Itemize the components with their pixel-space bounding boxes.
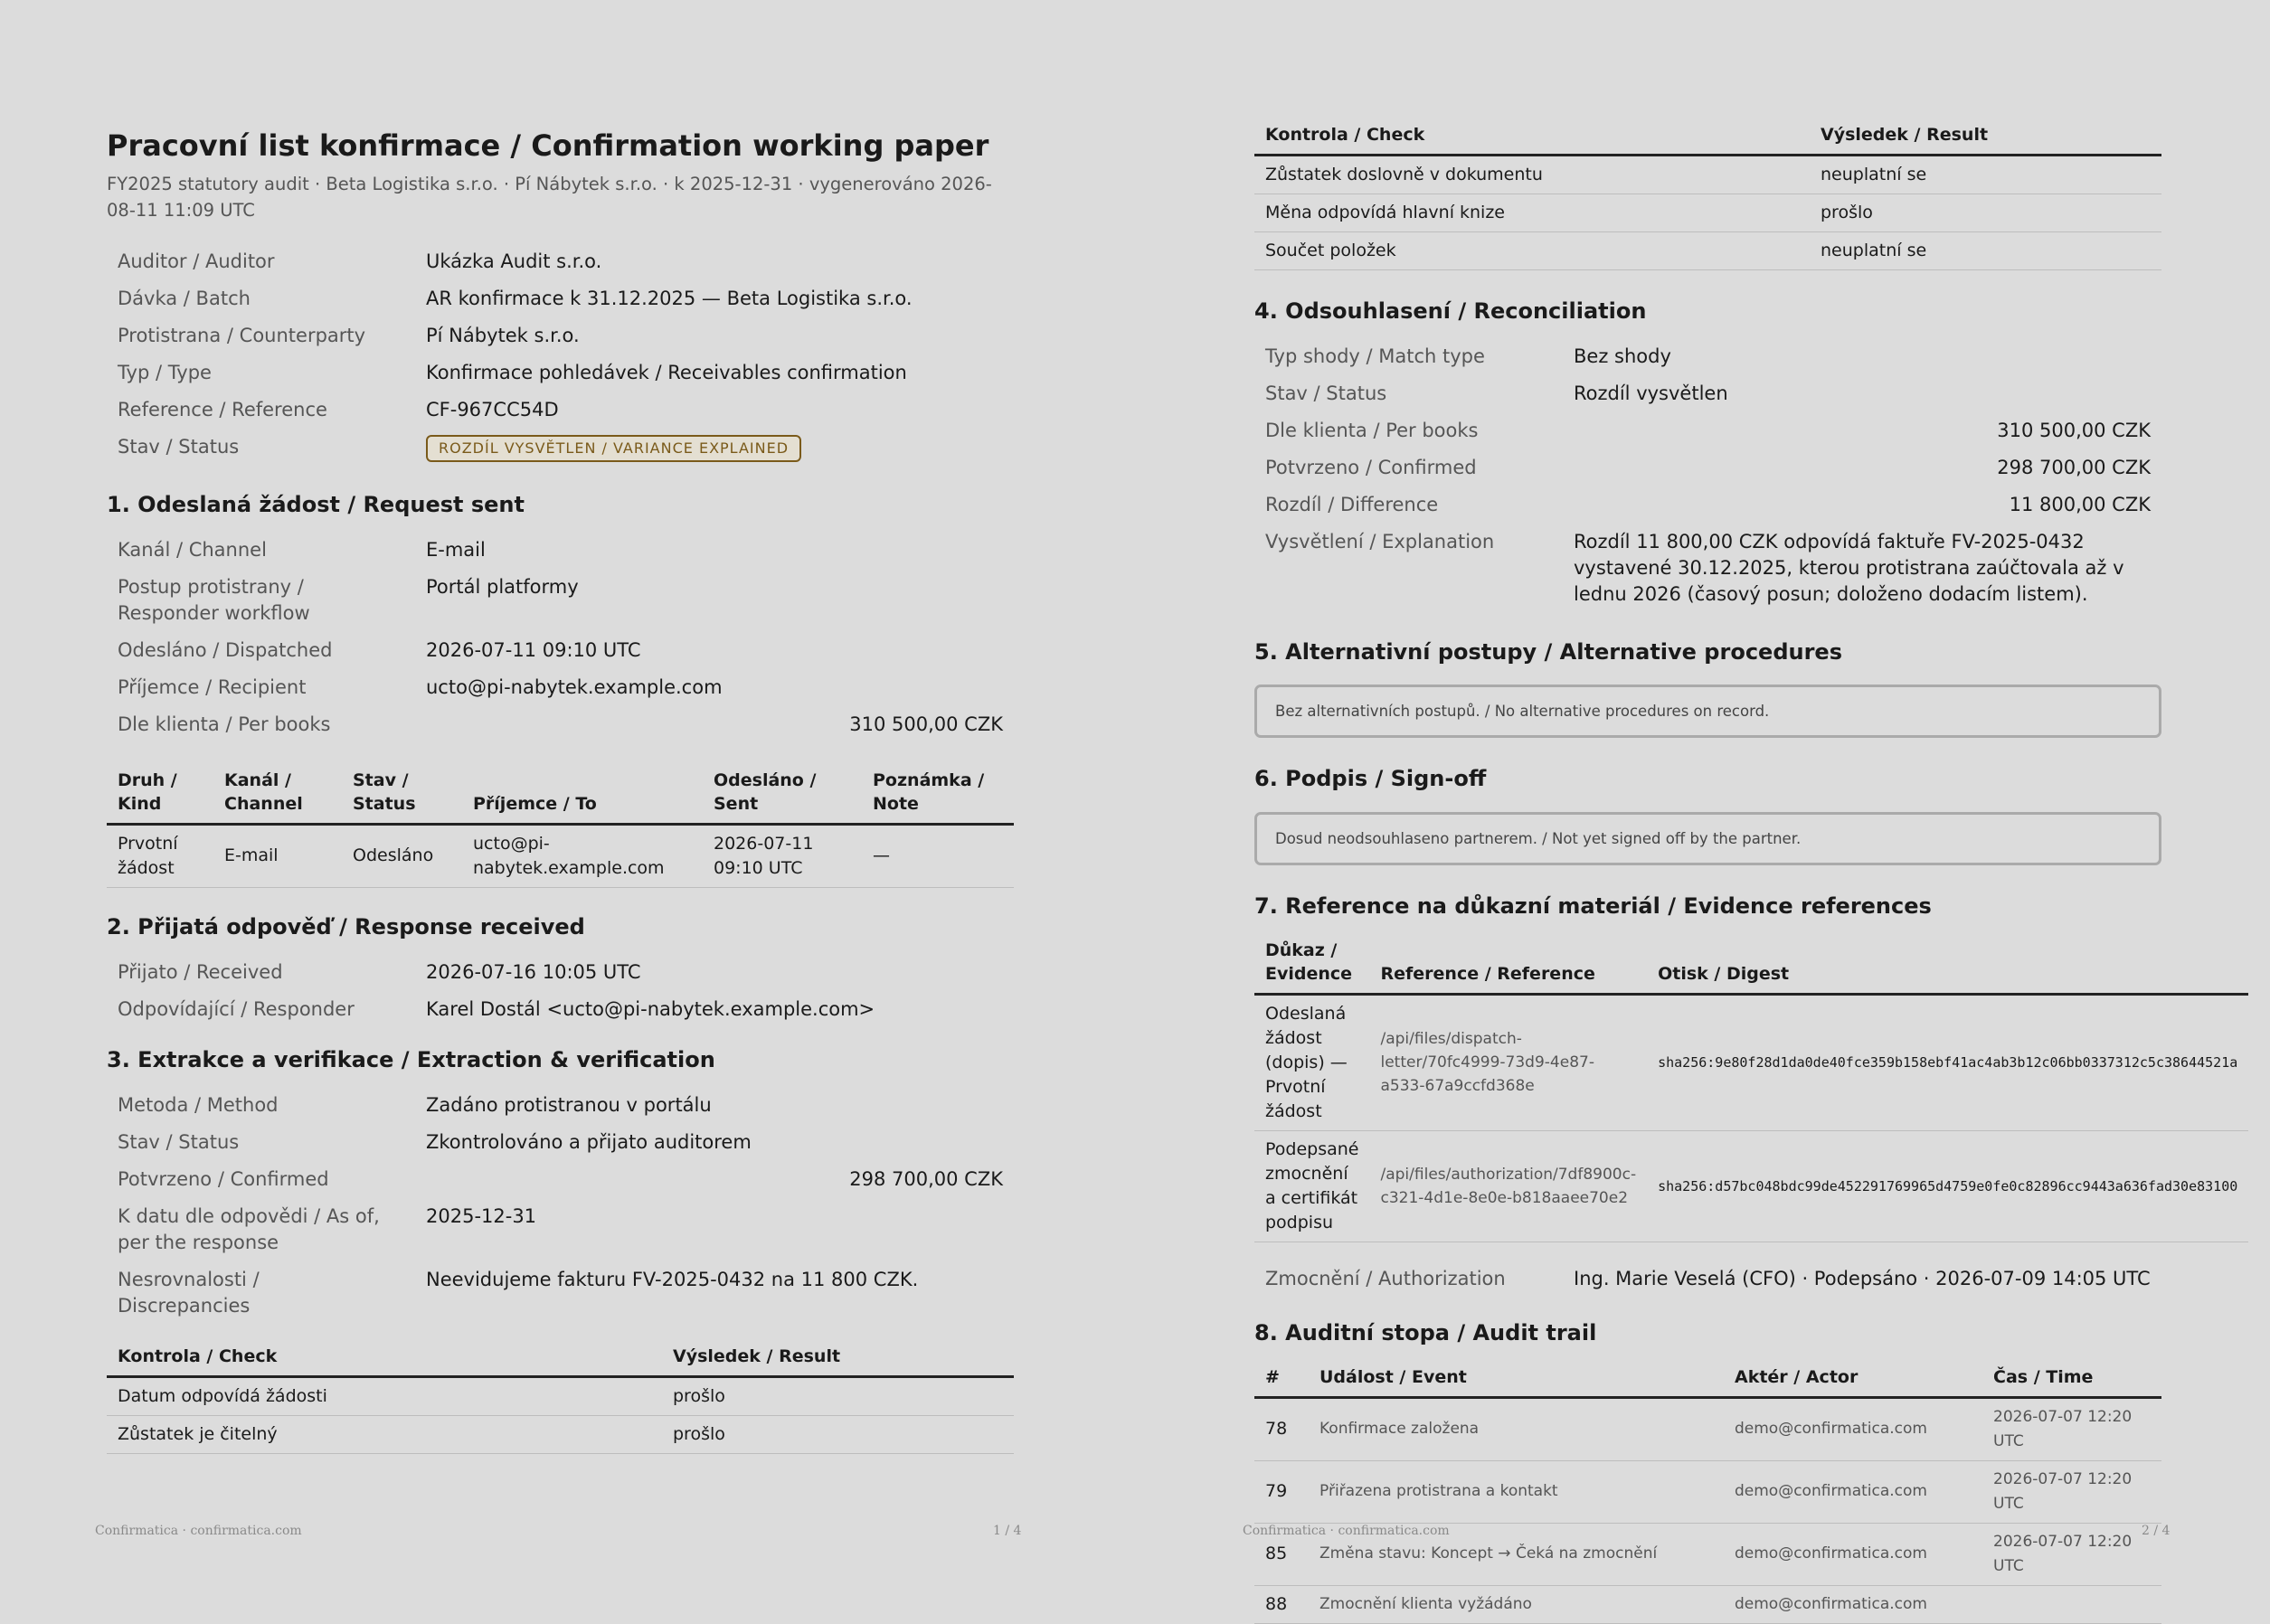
page-number: 1 / 4	[993, 1524, 1022, 1538]
field-row	[1254, 338, 2161, 375]
field-value: Rozdíl vysvětlen	[1574, 382, 1728, 405]
table-row	[1254, 232, 2161, 270]
table-cell: /api/files/authorization/7df8900c-c321-4d1e-8e0e-b818aaee70e2	[1370, 1130, 1648, 1242]
field-value: Pí Nábytek s.r.o.	[426, 324, 580, 346]
header-fields	[107, 243, 1014, 467]
field-label: Zmocnění / Authorization	[1265, 1267, 1506, 1289]
authorization-row	[1254, 1260, 2161, 1298]
extraction-fields	[107, 1087, 1014, 1325]
field-label: Dávka / Batch	[118, 287, 251, 309]
status-badge: ROZDÍL VYSVĚTLEN / VARIANCE EXPLAINED	[426, 435, 801, 462]
field-label: Rozdíl / Difference	[1265, 494, 1439, 516]
field-value: 11 800,00 CZK	[2009, 494, 2151, 516]
table-cell: Součet položek	[1254, 232, 1810, 270]
check-table-continued	[1254, 114, 2161, 270]
field-value: 2026-07-11 09:10 UTC	[426, 638, 641, 661]
footer-left: Confirmatica · confirmatica.com	[95, 1524, 302, 1538]
section-heading: 1. Odeslaná žádost / Request sent	[107, 491, 525, 517]
field-row	[1254, 375, 2161, 412]
field-label: Kanál / Channel	[118, 538, 267, 561]
column-header: Kontrola / Check	[1254, 114, 1810, 156]
amount-row	[107, 706, 1014, 743]
table-header	[1254, 930, 2248, 995]
field-label: Stav / Status	[118, 435, 240, 458]
page-title: Pracovní list konfirmace / Confirmation working paper	[107, 128, 989, 163]
table-cell: demo@confirmatica.com	[1724, 1523, 1982, 1585]
authorization-value: Ing. Marie Veselá (CFO) · Podepsáno · 2026-07-09 14:05 UTC	[1574, 1267, 2151, 1289]
table-cell: 79	[1254, 1460, 1309, 1523]
table-header	[1254, 1356, 2161, 1398]
table-cell: Konfirmace založena	[1309, 1397, 1724, 1460]
table-row	[107, 824, 1014, 887]
table-row	[1254, 1585, 2161, 1623]
column-header: Událost / Event	[1309, 1356, 1724, 1398]
table-cell: neuplatní se	[1810, 156, 2161, 194]
table-cell: 2026-07-07 12:20 UTC	[1982, 1397, 2161, 1460]
table-cell: neuplatní se	[1810, 232, 2161, 270]
field-row	[107, 392, 1014, 429]
response-fields	[107, 954, 1014, 1028]
table-cell: Datum odpovídá žádosti	[107, 1377, 662, 1416]
field-label: Typ / Type	[118, 361, 212, 383]
explanation-row	[1254, 524, 2161, 613]
field-label: Protistrana / Counterparty	[118, 324, 366, 346]
field-value: 2025-12-31	[426, 1205, 537, 1228]
column-header: Výsledek / Result	[662, 1336, 1014, 1377]
table-cell: 85	[1254, 1523, 1309, 1585]
column-header: Reference / Reference	[1370, 930, 1648, 995]
field-label: Metoda / Method	[118, 1094, 279, 1117]
field-row	[107, 1087, 1014, 1124]
audit-trail-table	[1254, 1356, 2161, 1624]
field-label: Postup protistrany / Responder workflow	[118, 575, 310, 624]
table-cell: Prvotní žádost	[107, 824, 213, 887]
field-value: 298 700,00 CZK	[1997, 457, 2151, 479]
table-header	[1254, 114, 2161, 156]
column-header: Stav / Status	[342, 760, 462, 825]
table-row	[1254, 1460, 2161, 1523]
section-heading: 2. Přijatá odpověď / Response received	[107, 913, 585, 939]
field-value: Zadáno protistranou v portálu	[426, 1094, 712, 1117]
field-value: Neevidujeme fakturu FV-2025-0432 na 11 800 CZK.	[426, 1269, 919, 1291]
table-cell: prošlo	[1810, 194, 2161, 232]
table-cell: demo@confirmatica.com	[1724, 1397, 1982, 1460]
field-row	[107, 991, 1014, 1028]
table-cell: demo@confirmatica.com	[1724, 1460, 1982, 1523]
table-row	[107, 1377, 1014, 1416]
amount-row	[1254, 486, 2161, 524]
explanation-text: Rozdíl 11 800,00 CZK odpovídá faktuře FV-2025-0432 vystavené 30.12.2025, kterou protistrana zaúčtovala až v lednu 2026 (časový posun; doloženo dodacím listem).	[1574, 531, 2124, 606]
field-label: Příjemce / Recipient	[118, 675, 307, 698]
table-cell: Zmocnění klienta vyžádáno	[1309, 1585, 1724, 1623]
per-books-amount: 310 500,00 CZK	[849, 713, 1003, 735]
sign-off-box: Dosud neodsouhlaseno partnerem. / Not yet signed off by the partner.	[1254, 812, 2161, 865]
field-value: Ukázka Audit s.r.o.	[426, 250, 602, 272]
table-cell: Odesláno	[342, 824, 462, 887]
page-subtitle: FY2025 statutory audit · Beta Logistika s.r.o. · Pí Nábytek s.r.o. · k 2025-12-31 · vygenerováno 2026-08-11 11:09 UTC	[107, 173, 992, 221]
table-cell	[1982, 1585, 2161, 1623]
field-row	[107, 569, 1014, 632]
table-cell: Přiřazena protistrana a kontakt	[1309, 1460, 1724, 1523]
field-label: Auditor / Auditor	[118, 250, 275, 272]
field-label: Nesrovnalosti / Discrepancies	[118, 1269, 260, 1317]
column-header: Otisk / Digest	[1647, 930, 2248, 995]
table-cell: 78	[1254, 1397, 1309, 1460]
table-cell: 2026-07-11 09:10 UTC	[703, 824, 862, 887]
field-label: Přijato / Received	[118, 960, 283, 983]
column-header: Poznámka / Note	[862, 760, 1014, 825]
table-cell: prošlo	[662, 1416, 1014, 1454]
field-value: Zkontrolováno a přijato auditorem	[426, 1131, 752, 1154]
field-value: CF-967CC54D	[426, 398, 559, 420]
field-value: 2026-07-16 10:05 UTC	[426, 960, 641, 983]
footer-left: Confirmatica · confirmatica.com	[1243, 1524, 1450, 1538]
table-row	[1254, 194, 2161, 232]
column-header: Aktér / Actor	[1724, 1356, 1982, 1398]
table-cell: —	[862, 824, 1014, 887]
field-label: Stav / Status	[118, 1131, 240, 1154]
table-cell: /api/files/dispatch-letter/70fc4999-73d9-4e87-a533-67a9ccfd368e	[1370, 994, 1648, 1130]
table-cell: prošlo	[662, 1377, 1014, 1416]
field-value: ucto@pi-nabytek.example.com	[426, 675, 723, 698]
field-value: Konfirmace pohledávek / Receivables confirmation	[426, 361, 907, 383]
section-heading: 5. Alternativní postupy / Alternative procedures	[1254, 639, 1842, 666]
column-header: Kontrola / Check	[107, 1336, 662, 1377]
field-value: Portál platformy	[426, 575, 579, 598]
amount-row	[1254, 449, 2161, 486]
column-header: Odesláno / Sent	[703, 760, 862, 825]
reconciliation-fields	[1254, 338, 2161, 613]
field-label: Odesláno / Dispatched	[118, 638, 333, 661]
field-row	[107, 954, 1014, 991]
field-row	[107, 532, 1014, 569]
section-heading: 7. Reference na důkazní materiál / Evidence references	[1254, 892, 1932, 919]
table-row	[1254, 1130, 2248, 1242]
field-label: Dle klienta / Per books	[118, 713, 331, 735]
table-cell: 2026-07-07 12:20 UTC	[1982, 1523, 2161, 1585]
section-heading: 6. Podpis / Sign-off	[1254, 766, 1487, 792]
section-heading: 4. Odsouhlasení / Reconciliation	[1254, 298, 1647, 324]
field-row	[107, 669, 1014, 706]
table-cell: demo@confirmatica.com	[1724, 1585, 1982, 1623]
column-header: Příjemce / To	[462, 760, 703, 825]
section-heading: 8. Auditní stopa / Audit trail	[1254, 1319, 1597, 1345]
field-value: Karel Dostál <ucto@pi-nabytek.example.com>	[426, 997, 875, 1020]
field-label: Odpovídající / Responder	[118, 997, 355, 1020]
page-number: 2 / 4	[2142, 1524, 2171, 1538]
table-cell: Měna odpovídá hlavní knize	[1254, 194, 1810, 232]
table-cell: sha256:9e80f28d1da0de40fce359b158ebf41ac4ab3b12c06bb0337312c5c38644521a	[1647, 994, 2248, 1130]
field-row	[107, 1124, 1014, 1161]
field-label: Stav / Status	[1265, 382, 1387, 405]
table-cell: 2026-07-07 12:20 UTC	[1982, 1460, 2161, 1523]
column-header: Druh / Kind	[107, 760, 213, 825]
field-value: 310 500,00 CZK	[1997, 420, 2151, 442]
table-cell: Odeslaná žádost (dopis) — Prvotní žádost	[1254, 994, 1370, 1130]
table-header	[107, 760, 1014, 825]
page-2	[1135, 0, 2270, 1614]
authorization-fields	[1254, 1260, 2161, 1298]
table-row	[1254, 156, 2161, 194]
section-heading: 3. Extrakce a verifikace / Extraction & verification	[107, 1046, 715, 1072]
field-label: K datu dle odpovědi / As of, per the response	[118, 1205, 380, 1254]
field-label: Dle klienta / Per books	[1265, 420, 1479, 442]
field-label: Potvrzeno / Confirmed	[118, 1168, 329, 1191]
field-row	[107, 354, 1014, 392]
table-cell: ucto@pi-nabytek.example.com	[462, 824, 703, 887]
field-label: Potvrzeno / Confirmed	[1265, 457, 1477, 479]
table-row	[1254, 994, 2248, 1130]
field-value: E-mail	[426, 538, 486, 561]
field-row	[107, 632, 1014, 669]
status-row	[107, 429, 1014, 467]
table-cell: 88	[1254, 1585, 1309, 1623]
field-value: Bez shody	[1574, 345, 1671, 368]
check-table	[107, 1336, 1014, 1454]
field-row	[107, 1261, 1014, 1325]
field-row	[107, 1198, 1014, 1261]
field-label: Vysvětlení / Explanation	[1265, 531, 1495, 553]
alternative-procedures-box: Bez alternativních postupů. / No alternative procedures on record.	[1254, 685, 2161, 738]
confirmed-amount: 298 700,00 CZK	[849, 1168, 1003, 1191]
confirmed-row	[107, 1161, 1014, 1198]
field-row	[107, 317, 1014, 354]
table-cell: Změna stavu: Koncept → Čeká na zmocnění	[1309, 1523, 1724, 1585]
table-header	[107, 1336, 1014, 1377]
table-cell: E-mail	[213, 824, 342, 887]
field-value: AR konfirmace k 31.12.2025 — Beta Logistika s.r.o.	[426, 287, 913, 309]
column-header: Důkaz / Evidence	[1254, 930, 1370, 995]
table-cell: Zůstatek je čitelný	[107, 1416, 662, 1454]
table-cell: Zůstatek doslovně v dokumentu	[1254, 156, 1810, 194]
column-header: Výsledek / Result	[1810, 114, 2161, 156]
request-table	[107, 760, 1014, 888]
table-cell: sha256:d57bc048bdc99de452291769965d4759e0fe0c82896cc9443a636fad30e83100	[1647, 1130, 2248, 1242]
table-row	[1254, 1397, 2161, 1460]
column-header: Čas / Time	[1982, 1356, 2161, 1398]
request-fields	[107, 532, 1014, 743]
column-header: #	[1254, 1356, 1309, 1398]
amount-row	[1254, 412, 2161, 449]
page-1	[0, 0, 1135, 1586]
table-cell: Podepsané zmocnění a certifikát podpisu	[1254, 1130, 1370, 1242]
field-label: Reference / Reference	[118, 398, 327, 420]
field-row	[107, 280, 1014, 317]
table-row	[107, 1416, 1014, 1454]
field-row	[107, 243, 1014, 280]
evidence-table	[1254, 930, 2248, 1242]
column-header: Kanál / Channel	[213, 760, 342, 825]
field-label: Typ shody / Match type	[1265, 345, 1485, 368]
